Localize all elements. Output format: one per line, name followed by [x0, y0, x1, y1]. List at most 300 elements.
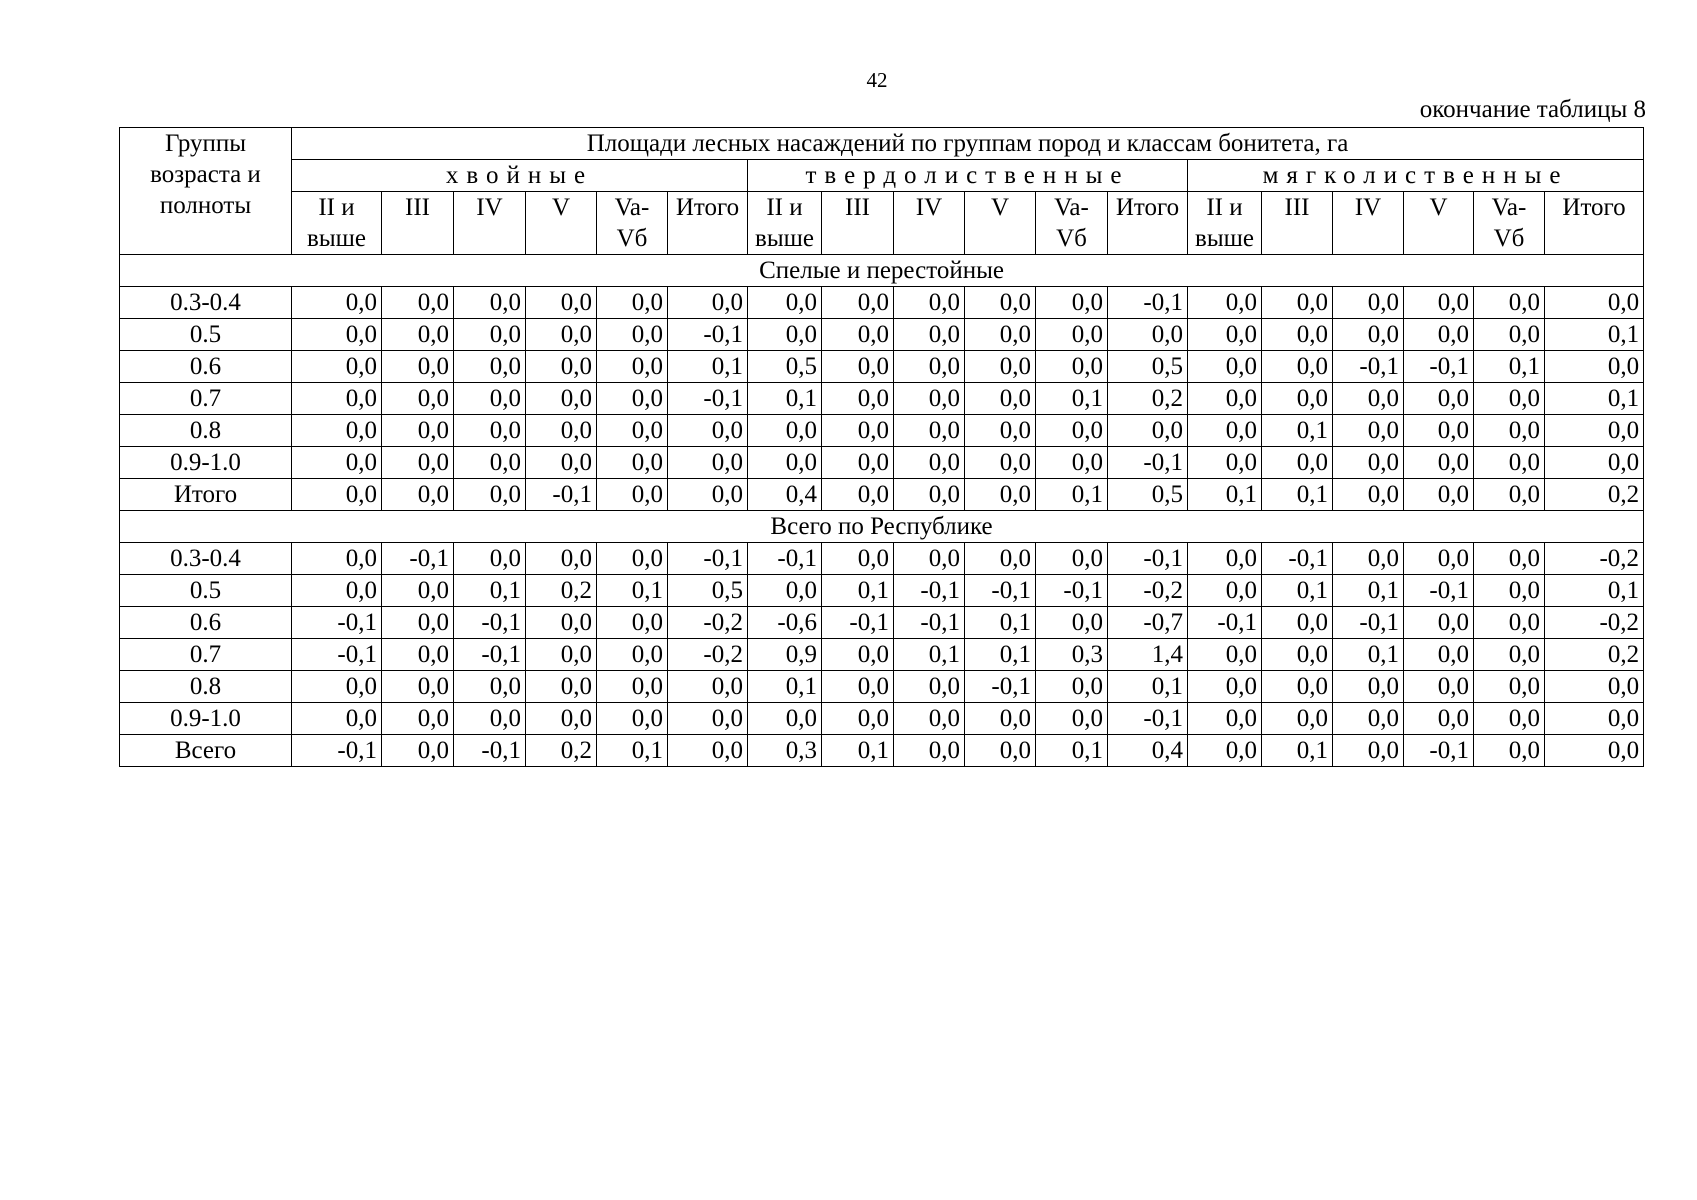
table-cell: 0,0 [526, 671, 597, 703]
table-cell: 0,0 [1404, 383, 1474, 415]
table-cell: 0,0 [597, 319, 668, 351]
table-cell: -0,1 [894, 575, 965, 607]
table-cell: 0,0 [597, 543, 668, 575]
table-cell: 0,0 [894, 447, 965, 479]
table-cell: 0,1 [454, 575, 526, 607]
table-cell: 0,0 [965, 287, 1036, 319]
table-cell: 0,0 [1036, 671, 1108, 703]
table-cell: 0,0 [1545, 447, 1644, 479]
bonitet-class-header-line: Итого [675, 194, 740, 221]
table-cell: 0,0 [1333, 671, 1404, 703]
table-cell: 0,0 [1333, 415, 1404, 447]
table-cell: 0,0 [526, 351, 597, 383]
table-cell: 0,0 [292, 351, 382, 383]
table-cell: 0,1 [1545, 319, 1644, 351]
table-cell: 0,0 [748, 415, 822, 447]
table-cell: 0,0 [1545, 671, 1644, 703]
bonitet-class-header [597, 192, 668, 255]
table-cell: 0,0 [668, 735, 748, 767]
table-cell: 0,1 [1333, 575, 1404, 607]
table-cell: 0,0 [822, 415, 894, 447]
table-cell: 0,0 [1474, 703, 1545, 735]
table-cell: 0,1 [597, 735, 668, 767]
main-header: Площади лесных насаждений по группам пород и классам бонитета, га [292, 128, 1644, 160]
table-cell: 0,0 [748, 287, 822, 319]
table-cell: 0,0 [1036, 287, 1108, 319]
table-cell: 0,0 [292, 671, 382, 703]
table-row [120, 543, 1644, 575]
table-cell: -0,1 [1404, 351, 1474, 383]
table-cell: 0,1 [965, 607, 1036, 639]
table-cell: 0,0 [454, 543, 526, 575]
table-cell: 0,0 [292, 415, 382, 447]
table-cell: 0,0 [526, 447, 597, 479]
page-number: 42 [866, 68, 888, 92]
table-cell: 0,0 [1404, 607, 1474, 639]
table-cell: 0,0 [1474, 383, 1545, 415]
table-cell: 0,1 [1474, 351, 1545, 383]
bonitet-class-header-line: III [1284, 194, 1310, 221]
table-cell: 0,4 [748, 479, 822, 511]
table-cell: 0,0 [822, 319, 894, 351]
bonitet-class-header-line: IV [476, 194, 503, 221]
table-cell: 0,0 [965, 543, 1036, 575]
table-cell: 0,0 [965, 447, 1036, 479]
table-cell: 0,0 [668, 703, 748, 735]
table-cell: 0,0 [1404, 415, 1474, 447]
table-cell: -0,1 [748, 543, 822, 575]
table-cell: 0,0 [454, 479, 526, 511]
table-cell: -0,1 [965, 671, 1036, 703]
table-cell: 0,0 [1404, 543, 1474, 575]
table-cell: 0,1 [1262, 479, 1333, 511]
row-label: 0.3-0.4 [120, 543, 292, 575]
table-cell: 0,0 [382, 479, 454, 511]
bonitet-class-header [1333, 192, 1404, 255]
bonitet-class-header-line: Va- [1491, 194, 1527, 221]
row-label: 0.8 [120, 671, 292, 703]
table-cell: 0,0 [965, 383, 1036, 415]
bonitet-class-header-line: Va- [1054, 194, 1089, 221]
table-cell: 0,0 [382, 607, 454, 639]
table-cell: 0,0 [1108, 415, 1188, 447]
table-cell: 0,0 [382, 735, 454, 767]
table-cell: 0,0 [1545, 287, 1644, 319]
table-cell: 0,0 [1188, 351, 1262, 383]
table-cell: 0,0 [894, 415, 965, 447]
bonitet-class-header-line: V [990, 194, 1010, 221]
table-cell: 0,0 [894, 735, 965, 767]
table-cell: 0,0 [1474, 415, 1545, 447]
bonitet-class-header-line: Vб [616, 225, 648, 252]
table-cell: 0,0 [526, 543, 597, 575]
corner-header-line: полноты [159, 192, 252, 219]
row-label: Итого [120, 479, 292, 511]
table-cell: -0,1 [1108, 543, 1188, 575]
table-cell: 0,5 [668, 575, 748, 607]
table-cell: 0,1 [748, 383, 822, 415]
table-row [120, 479, 1644, 511]
table-cell: 0,0 [965, 351, 1036, 383]
bonitet-class-header-line: Итого [1115, 194, 1180, 221]
table-cell: 0,0 [822, 543, 894, 575]
row-label: 0.7 [120, 383, 292, 415]
table-cell: 0,0 [894, 703, 965, 735]
table-cell: 0,0 [1474, 735, 1545, 767]
table-cell: 0,0 [1036, 607, 1108, 639]
table-cell: 0,0 [748, 319, 822, 351]
table-cell: 0,0 [1474, 447, 1545, 479]
table-cell: 0,1 [822, 735, 894, 767]
table-cell: 0,0 [822, 351, 894, 383]
table-cell: -0,1 [668, 319, 748, 351]
table-cell: 0,0 [822, 671, 894, 703]
table-cell: 0,4 [1108, 735, 1188, 767]
row-label: 0.3-0.4 [120, 287, 292, 319]
table-cell: -0,1 [1108, 447, 1188, 479]
bonitet-class-header [894, 192, 965, 255]
table-cell: -0,1 [454, 607, 526, 639]
table-cell: 0,0 [1188, 543, 1262, 575]
table-cell: 0,0 [1188, 639, 1262, 671]
table-cell: 0,0 [894, 351, 965, 383]
table-cell: 0,0 [1474, 543, 1545, 575]
table-cell: 0,0 [668, 479, 748, 511]
row-label: 0.7 [120, 639, 292, 671]
bonitet-class-header-line: Vб [1493, 225, 1525, 252]
table-cell: 0,0 [454, 671, 526, 703]
table-cell: -0,6 [748, 607, 822, 639]
table-cell: 0,0 [454, 703, 526, 735]
table-cell: 0,0 [1188, 703, 1262, 735]
table-cell: 0,0 [292, 447, 382, 479]
table-cell: 0,0 [1108, 319, 1188, 351]
bonitet-class-header [1188, 192, 1262, 255]
table-cell: 0,0 [1404, 479, 1474, 511]
table-cell: -0,1 [382, 543, 454, 575]
table-cell: -0,1 [292, 735, 382, 767]
section-title: Всего по Республике [120, 511, 1644, 543]
table-row [120, 607, 1644, 639]
table-cell: 0,0 [382, 639, 454, 671]
table-cell: 0,1 [1545, 383, 1644, 415]
table-cell: 0,0 [382, 383, 454, 415]
table-cell: 0,0 [292, 703, 382, 735]
table-cell: 0,0 [1474, 607, 1545, 639]
table-cell: 0,0 [1404, 447, 1474, 479]
table-cell: 0,0 [965, 479, 1036, 511]
table-cell: 0,0 [1545, 351, 1644, 383]
table-cell: 0,0 [1333, 383, 1404, 415]
table-cell: 0,0 [1262, 671, 1333, 703]
group-header-softwood: мягколиственные [1188, 160, 1644, 192]
table-cell: 0,0 [597, 703, 668, 735]
table-cell: 0,0 [1404, 639, 1474, 671]
table-row [120, 383, 1644, 415]
table-cell: 0,0 [526, 639, 597, 671]
table-cell: 0,0 [965, 415, 1036, 447]
table-cell: 0,0 [454, 287, 526, 319]
table-cell: 0,1 [1188, 479, 1262, 511]
table-cell: 0,0 [292, 543, 382, 575]
table-cell: -0,1 [1404, 735, 1474, 767]
table-cell: 0,2 [526, 735, 597, 767]
table-cell: 0,0 [1262, 639, 1333, 671]
table-cell: 0,0 [1404, 671, 1474, 703]
table-cell: 0,0 [1474, 479, 1545, 511]
bonitet-class-header-line: IV [1354, 194, 1382, 221]
table-cell: 0,0 [1333, 703, 1404, 735]
table-cell: 0,0 [1333, 319, 1404, 351]
table-cell: 0,0 [454, 383, 526, 415]
table-cell: 0,0 [965, 735, 1036, 767]
table-row [120, 575, 1644, 607]
table-cell: 0,0 [597, 479, 668, 511]
table-cell: 0,0 [894, 671, 965, 703]
table-continuation-caption: окончание таблицы 8 [1419, 96, 1646, 123]
table-cell: 0,0 [822, 479, 894, 511]
table-cell: 0,1 [1036, 735, 1108, 767]
row-label: 0.5 [120, 575, 292, 607]
bonitet-class-header-line: III [405, 194, 430, 221]
table-cell: 0,0 [382, 703, 454, 735]
table-cell: 0,0 [894, 287, 965, 319]
table-cell: 0,0 [382, 415, 454, 447]
table-cell: 0,0 [1188, 415, 1262, 447]
section-row [120, 511, 1644, 543]
table-cell: 0,0 [1262, 319, 1333, 351]
bonitet-class-header-line: Vб [1056, 225, 1087, 252]
table-row [120, 447, 1644, 479]
table-cell: 0,5 [1108, 351, 1188, 383]
table-cell: 0,0 [292, 383, 382, 415]
table-cell: 0,0 [597, 671, 668, 703]
table-cell: 0,5 [1108, 479, 1188, 511]
table-cell: -0,1 [292, 639, 382, 671]
table-cell: 0,0 [597, 607, 668, 639]
row-label: 0.5 [120, 319, 292, 351]
table-cell: 0,0 [1474, 671, 1545, 703]
table-row [120, 703, 1644, 735]
table-cell: 0,1 [1036, 479, 1108, 511]
table-cell: 0,0 [526, 703, 597, 735]
table-cell: 0,0 [1474, 575, 1545, 607]
section-title: Спелые и перестойные [120, 255, 1644, 287]
table-cell: 0,0 [1474, 319, 1545, 351]
table-cell: 0,0 [822, 287, 894, 319]
table-cell: -0,1 [454, 735, 526, 767]
table-cell: 0,0 [668, 415, 748, 447]
table-cell: -0,1 [1333, 607, 1404, 639]
bonitet-class-header [382, 192, 454, 255]
bonitet-class-header [1545, 192, 1644, 255]
row-label: 0.6 [120, 607, 292, 639]
table-cell: 1,4 [1108, 639, 1188, 671]
table-cell: 0,0 [894, 479, 965, 511]
table-cell: 0,2 [526, 575, 597, 607]
table-cell: -0,1 [1404, 575, 1474, 607]
bonitet-class-header-line: выше [755, 225, 814, 252]
bonitet-class-header-line: выше [1195, 225, 1254, 252]
table-cell: -0,1 [1188, 607, 1262, 639]
table-row [120, 287, 1644, 319]
bonitet-class-header-line: II и [318, 194, 355, 221]
table-cell: 0,0 [597, 287, 668, 319]
table-cell: 0,0 [1036, 543, 1108, 575]
table-cell: 0,0 [668, 447, 748, 479]
table-cell: -0,1 [668, 543, 748, 575]
bonitet-class-header-line: II и [766, 194, 803, 221]
bonitet-class-header [1108, 192, 1188, 255]
table-cell: 0,0 [292, 287, 382, 319]
bonitet-class-header-line: выше [307, 225, 366, 252]
table-cell: 0,0 [526, 607, 597, 639]
table-cell: 0,1 [1036, 383, 1108, 415]
table-cell: 0,0 [454, 447, 526, 479]
table-cell: 0,0 [1262, 351, 1333, 383]
table-cell: 0,0 [292, 479, 382, 511]
table-cell: 0,0 [1545, 703, 1644, 735]
table-cell: 0,0 [1545, 735, 1644, 767]
table-cell: 0,0 [1036, 319, 1108, 351]
table-cell: 0,0 [1188, 447, 1262, 479]
table-cell: -0,1 [454, 639, 526, 671]
row-label: 0.6 [120, 351, 292, 383]
table-cell: 0,1 [597, 575, 668, 607]
table-cell: 0,0 [1545, 415, 1644, 447]
table-cell: 0,0 [1262, 447, 1333, 479]
table-cell: 0,1 [1262, 735, 1333, 767]
table-cell: 0,0 [526, 287, 597, 319]
table-cell: 0,0 [668, 287, 748, 319]
bonitet-class-header-line: III [845, 194, 870, 221]
table-cell: 0,0 [454, 319, 526, 351]
bonitet-class-header [748, 192, 822, 255]
table-cell: 0,0 [1188, 383, 1262, 415]
bonitet-class-header-line: V [551, 194, 571, 221]
table-cell: 0,0 [597, 383, 668, 415]
table-cell: 0,0 [1333, 735, 1404, 767]
table-cell: 0,2 [1545, 639, 1644, 671]
table-cell: 0,0 [1262, 287, 1333, 319]
table-row [120, 735, 1644, 767]
table-cell: 0,0 [382, 351, 454, 383]
table-cell: 0,0 [1333, 479, 1404, 511]
table-cell: 0,0 [1262, 703, 1333, 735]
table-row [120, 415, 1644, 447]
table-cell: 0,0 [894, 383, 965, 415]
table-cell: 0,0 [894, 543, 965, 575]
table-cell: 0,0 [597, 415, 668, 447]
table-cell: 0,0 [748, 575, 822, 607]
row-label: Всего [120, 735, 292, 767]
table-cell: -0,2 [1108, 575, 1188, 607]
table-cell: -0,2 [1545, 543, 1644, 575]
table-cell: -0,2 [1545, 607, 1644, 639]
table-cell: -0,1 [965, 575, 1036, 607]
subheader-row [120, 192, 1644, 255]
bonitet-class-header-line: IV [915, 194, 943, 221]
table-cell: -0,1 [1262, 543, 1333, 575]
table-cell: 0,0 [822, 703, 894, 735]
table-cell: 0,0 [1333, 543, 1404, 575]
table-cell: 0,0 [526, 383, 597, 415]
bonitet-class-header [1474, 192, 1545, 255]
table-cell: 0,1 [748, 671, 822, 703]
table-cell: 0,0 [1333, 287, 1404, 319]
table-row [120, 639, 1644, 671]
table-cell: 0,1 [822, 575, 894, 607]
bonitet-class-header [822, 192, 894, 255]
table-cell: 0,0 [526, 319, 597, 351]
table-cell: 0,0 [597, 447, 668, 479]
table-cell: 0,0 [1188, 319, 1262, 351]
table-cell: 0,0 [382, 575, 454, 607]
table-cell: 0,0 [292, 319, 382, 351]
table-cell: 0,0 [454, 415, 526, 447]
table-cell: 0,0 [382, 319, 454, 351]
row-label: 0.9-1.0 [120, 703, 292, 735]
table-cell: -0,1 [292, 607, 382, 639]
table-cell: 0,0 [1036, 415, 1108, 447]
bonitet-class-header-line: Va- [614, 194, 650, 221]
table-cell: 0,1 [1262, 575, 1333, 607]
bonitet-class-header-line: Итого [1562, 194, 1626, 221]
table-cell: 0,0 [1188, 735, 1262, 767]
table-row [120, 351, 1644, 383]
table-cell: -0,1 [1108, 703, 1188, 735]
table-cell: 0,1 [965, 639, 1036, 671]
group-header-hardwood: твердолиственные [748, 160, 1188, 192]
table-cell: 0,0 [965, 703, 1036, 735]
table-cell: 0,0 [1333, 447, 1404, 479]
table-row [120, 319, 1644, 351]
row-label: 0.8 [120, 415, 292, 447]
table-cell: 0,0 [822, 639, 894, 671]
table-cell: 0,5 [748, 351, 822, 383]
table-cell: 0,1 [1108, 671, 1188, 703]
bonitet-class-header [1036, 192, 1108, 255]
corner-header [120, 128, 292, 255]
table-cell: 0,0 [668, 671, 748, 703]
bonitet-class-header [1404, 192, 1474, 255]
bonitet-class-header-line: V [1429, 194, 1448, 221]
bonitet-class-header [668, 192, 748, 255]
table-cell: -0,1 [668, 383, 748, 415]
table-cell: -0,1 [894, 607, 965, 639]
table-cell: 0,1 [1333, 639, 1404, 671]
forest-area-table [119, 127, 1644, 767]
table-cell: 0,0 [1036, 447, 1108, 479]
table-cell: 0,0 [748, 447, 822, 479]
table-cell: 0,1 [1262, 415, 1333, 447]
table-cell: -0,2 [668, 639, 748, 671]
bonitet-class-header [1262, 192, 1333, 255]
corner-header-line: возраста и [150, 161, 261, 188]
table-cell: 0,0 [1474, 639, 1545, 671]
table-cell: -0,1 [1333, 351, 1404, 383]
table-cell: 0,1 [894, 639, 965, 671]
bonitet-class-header [454, 192, 526, 255]
table-cell: 0,9 [748, 639, 822, 671]
table-cell: 0,2 [1108, 383, 1188, 415]
table-cell: 0,0 [1474, 287, 1545, 319]
table-cell: 0,0 [1262, 383, 1333, 415]
table-cell: 0,0 [894, 319, 965, 351]
table-cell: 0,1 [1545, 575, 1644, 607]
table-cell: 0,0 [1262, 607, 1333, 639]
bonitet-class-header-line: II и [1206, 194, 1243, 221]
